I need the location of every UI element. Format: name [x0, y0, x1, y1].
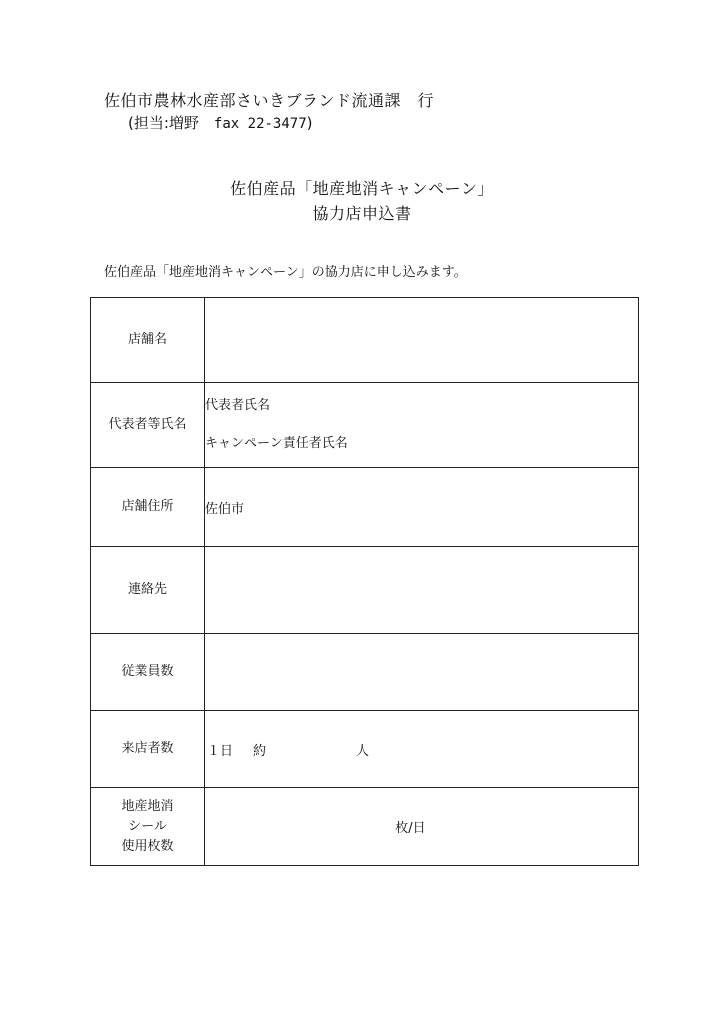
form-title-line1: 佐伯産品「地産地消キャンペーン」 [230, 179, 494, 198]
table-row-employees [91, 634, 639, 711]
seals-label-line3: 使用枚数 [121, 838, 174, 854]
intro-text: 佐伯産品「地産地消キャンペーン」の協力店に申し込みます。 [104, 265, 467, 280]
recipient-line: 佐伯市農林水産部さいきブランド流通課 行 [104, 91, 435, 110]
table-row-address [91, 468, 639, 547]
table-row-seals [91, 788, 639, 866]
rep-name-label: 代表者氏名 [205, 398, 271, 413]
application-table [90, 297, 639, 866]
visitors-day-text: １日 [207, 743, 234, 759]
seals-label [91, 788, 205, 866]
seals-label-line1: 地産地消 [121, 798, 174, 814]
form-title-line2: 協力店申込書 [312, 204, 412, 223]
recipient-contact [128, 112, 313, 133]
contact-label: 連絡先 [91, 547, 205, 634]
address-label: 店舗住所 [91, 468, 205, 547]
representative-label: 代表者等氏名 [91, 383, 205, 468]
table-row-representative [91, 383, 639, 468]
store-name-field[interactable] [205, 298, 639, 383]
seals-label-line2: シール [128, 818, 167, 834]
visitors-approx-text: 約 [253, 743, 267, 759]
visitors-label: 来店者数 [91, 711, 205, 788]
contact-field[interactable] [205, 547, 639, 634]
table-row-store-name [91, 298, 639, 383]
seals-field[interactable] [205, 788, 639, 866]
table-row-contact [91, 547, 639, 634]
visitors-field[interactable] [205, 711, 639, 788]
employees-field[interactable] [205, 634, 639, 711]
table-row-visitors [91, 711, 639, 788]
contact-prefix: (担当:増野 [128, 114, 214, 132]
representative-field[interactable] [205, 383, 639, 468]
visitors-unit-text: 人 [356, 743, 370, 759]
seals-unit-text: 枚/日 [395, 821, 426, 836]
contact-fax: fax 22-3477 [213, 116, 307, 132]
store-name-label: 店舗名 [91, 298, 205, 383]
contact-suffix: ) [306, 114, 313, 132]
manager-name-label: キャンペーン責任者氏名 [205, 436, 348, 451]
employees-label: 従業員数 [91, 634, 205, 711]
address-field[interactable]: 佐伯市 [205, 468, 639, 547]
